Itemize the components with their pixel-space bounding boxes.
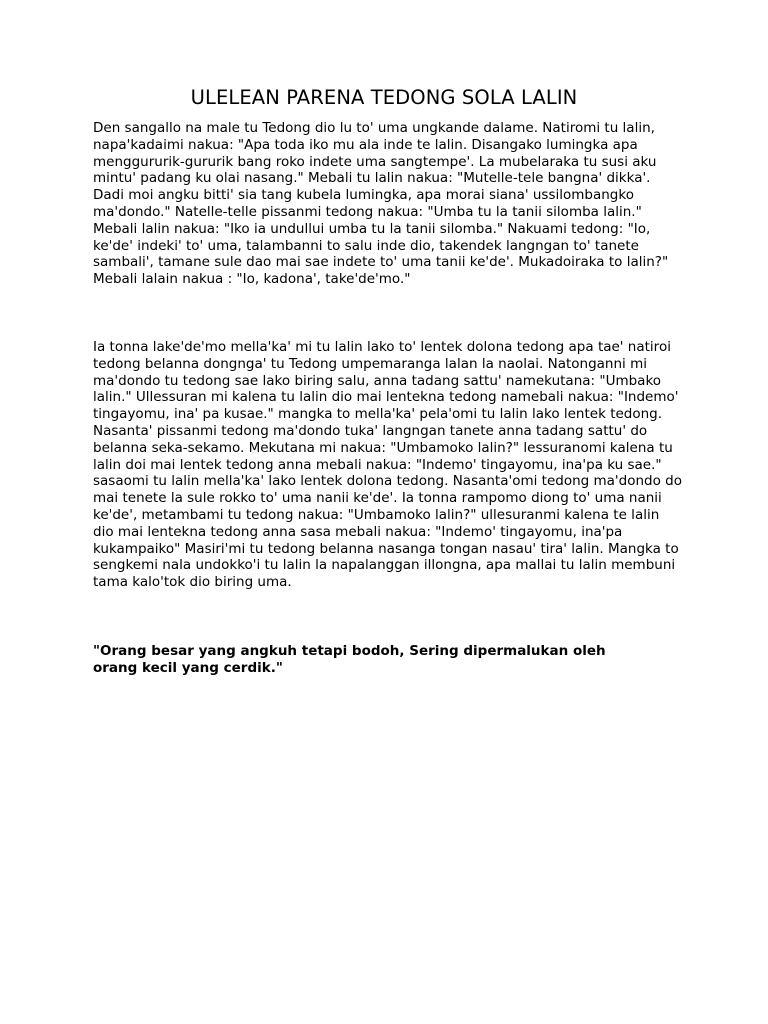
- page-title: ULELEAN PARENA TEDONG SOLA LALIN: [190, 86, 578, 109]
- story-paragraph-1: Den sangallo na male tu Tedong dio lu to' uma ungkande dalame. Natiromi tu lalin, napa'kadaimi nakua: "Apa toda iko mu ala inde te lalin. Disangako lumingka apa menggururik-gururik bang roko indete uma sangtempe'. La mubelaraka tu susi aku mintu' padang ku olai nasang." Mebali tu lalin nakua: "Mutelle-tele bangna' dikka'. Dadi moi angku bitti' sia tang kubela lumingka, apa morai siana' ussilombangko ma'dondo." Natelle-telle pissanmi tedong nakua: "Umba tu la tanii silomba lalin." Mebali lalin nakua: "Iko ia undullui umba tu la tanii silomba." Nakuami tedong: "Io, ke'de' indeki' to' uma, talambanni to salu inde dio, takendek langngan to' tanete sambali', tamane sule dao mai sae indete to' uma tanii ke'de'. Mukadoiraka to lalin?" Mebali lalain nakua : "Io, kadona', take'de'mo.": [93, 120, 669, 288]
- story-paragraph-2: Ia tonna lake'de'mo mella'ka' mi tu lalin lako to' lentek dolona tedong apa tae' natiroi tedong belanna dongnga' tu Tedong umpemaranga lalan la naolai. Natonganni mi ma'dondo tu tedong sae lako biring salu, anna tadang sattu' namekutana: "Umbako lalin." Ullessuran mi kalena tu lalin dio mai lentekna tedong namebali nakua: "Indemo' tingayomu, ina' pa kusae." mangka to mella'ka' pela'omi tu lalin lako lentek tedong. Nasanta' pissanmi tedong ma'dondo tuka' langngan tanete anna tadang sattu' do belanna seka-sekamo. Mekutana mi nakua: "Umbamoko lalin?" lessuranomi kalena tu lalin doi mai lentek tedong anna mebali nakua: "Indemo' tingayomu, ina'pa ku sae." sasaomi tu lalin mella'ka' lako lentek dolona tedong. Nasanta'omi tedong ma'dondo do mai tenete la sule rokko to' uma nanii ke'de'. Ia tonna rampomo diong to' uma nanii ke'de', metambami tu tedong nakua: "Umbamoko lalin?" ullesuranmi kalena te lalin dio mai lentekna tedong anna sasa mebali nakua: "Indemo' tingayomu, ina'pa kukampaiko" Masiri'mi tu tedong belanna nasanga tongan nasau' tira' lalin. Mangka to sengkemi nala undokko'i tu lalin la napalanggan illongna, apa mallai tu lalin membuni tama kalo'tok dio biring uma.: [93, 339, 682, 591]
- moral-quote: "Orang besar yang angkuh tetapi bodoh, Sering dipermalukan oleh orang kecil yang cerdik.": [93, 643, 606, 676]
